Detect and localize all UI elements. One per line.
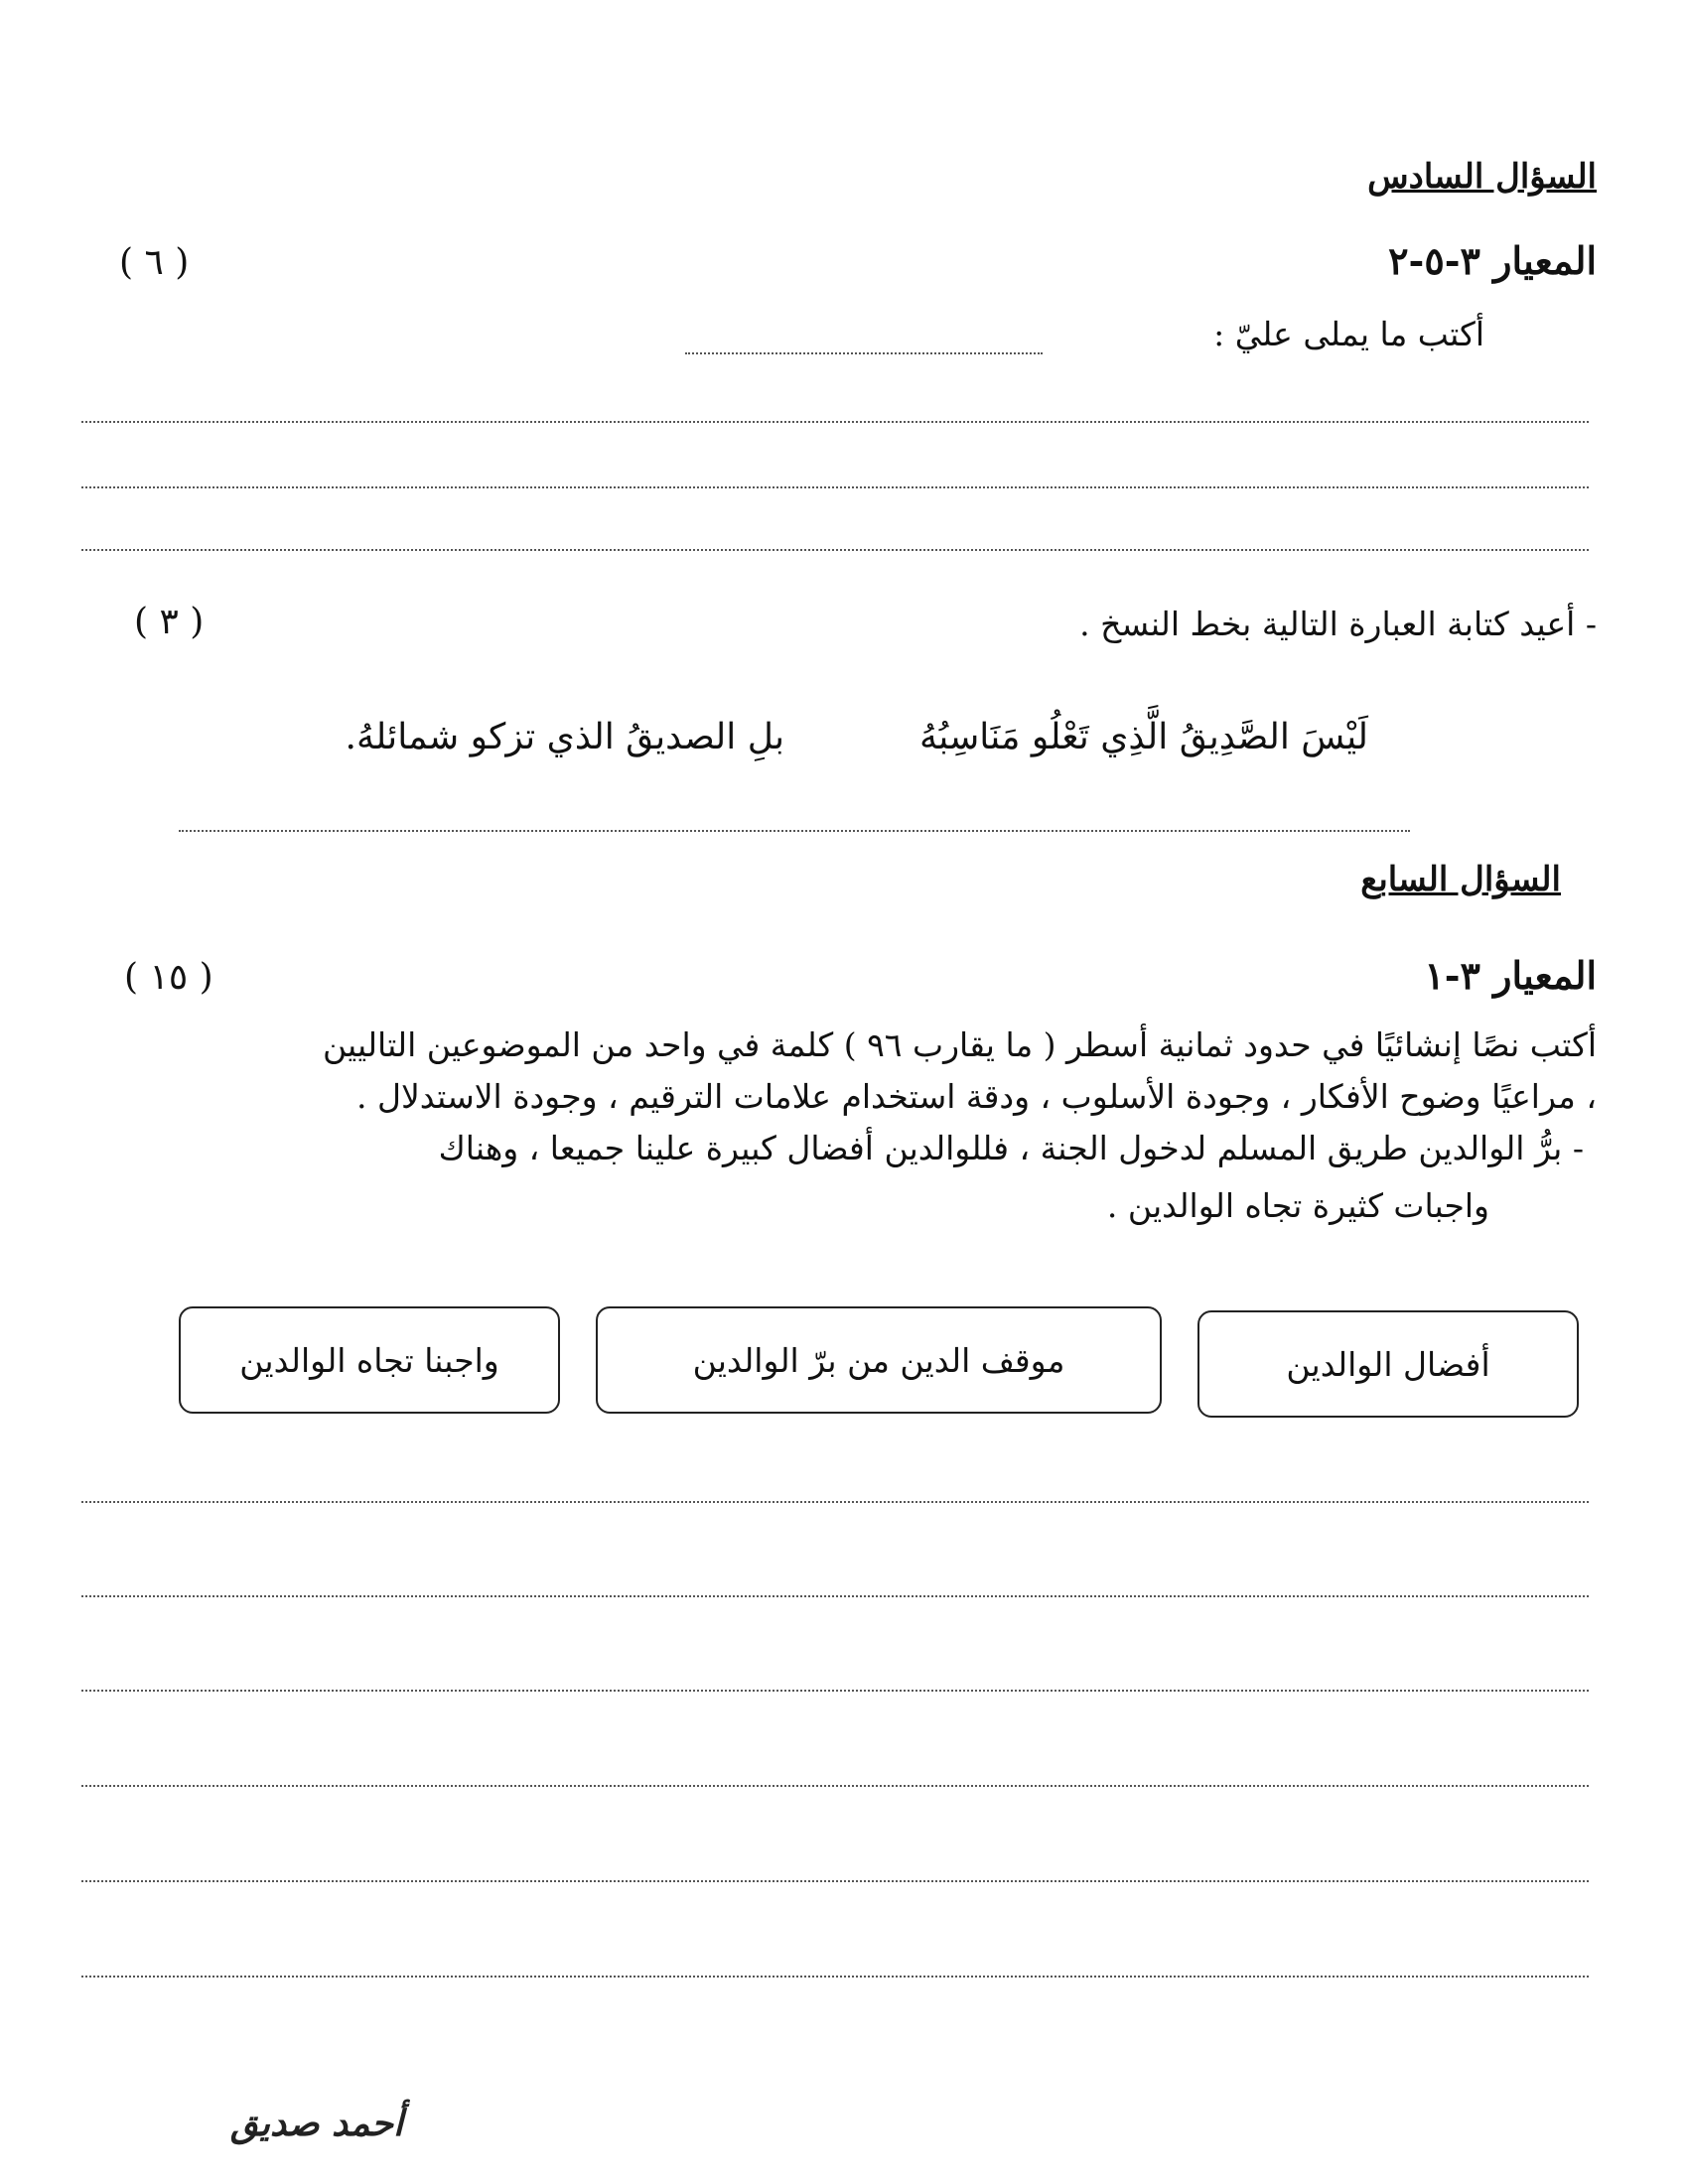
q7-heading: السؤال السابع [1360,860,1561,899]
topic-box-label: موقف الدين من برّ الوالدين [692,1340,1065,1380]
dictation-answer-line-2[interactable] [81,486,1589,488]
q7-marks: ( ١٥ ) [124,957,213,998]
essay-line-3[interactable] [81,1690,1589,1692]
topic-line-2: واجبات كثيرة تجاه الوالدين . [1106,1186,1489,1225]
q6-marks-dictation: ( ٦ ) [119,242,190,283]
q6-marks-copy: ( ٣ ) [134,602,205,642]
dictation-answer-line-3[interactable] [81,549,1589,551]
instruction-line-2: ، مراعيًا وضوح الأفكار ، وجودة الأسلوب ، ودقة استخدام علامات الترقيم ، وجودة الاستدلال . [356,1077,1597,1116]
q6-heading: السؤال السادس [1367,157,1597,197]
copy-answer-line[interactable] [179,830,1410,832]
dictation-answer-short-line[interactable] [685,352,1043,354]
q6-criterion: المعيار ٣-٥-٢ [1388,238,1597,283]
author-signature: أحمد صديق [230,2103,404,2144]
essay-line-4[interactable] [81,1785,1589,1787]
dictation-prompt: أكتب ما يملى عليّ : [1213,315,1484,353]
quote-second-hemistich: بلِ الصديقُ الذي تزكو شمائلهُ. [345,717,784,757]
topic-box-label: واجبنا تجاه الوالدين [239,1340,499,1380]
essay-line-5[interactable] [81,1880,1589,1882]
topic-box-parents-favors [1197,1310,1579,1418]
dictation-answer-line-1[interactable] [81,421,1589,423]
quote-first-hemistich: لَيْسَ الصَّدِيقُ الَّذِي تَعْلُو مَنَاسِبُهُ [918,717,1368,757]
topic-box-religion-stance [596,1306,1162,1414]
instruction-line-1: أكتب نصًا إنشائيًا في حدود ثمانية أسطر ( ما يقارب ٩٦ ) كلمة في واحد من الموضوعين التاليين [322,1025,1597,1064]
essay-line-1[interactable] [81,1501,1589,1503]
topic-box-label: أفضال الوالدين [1286,1344,1490,1384]
q7-criterion: المعيار ٣-١ [1424,953,1597,998]
copy-prompt: - أعيد كتابة العبارة التالية بخط النسخ . [1079,605,1597,643]
topic-line-1: - برُّ الوالدين طريق المسلم لدخول الجنة ، فللوالدين أفضال كبيرة علينا جميعا ، وهناك [438,1129,1584,1167]
essay-line-6[interactable] [81,1976,1589,1978]
topic-box-our-duty [179,1306,560,1414]
essay-line-2[interactable] [81,1595,1589,1597]
